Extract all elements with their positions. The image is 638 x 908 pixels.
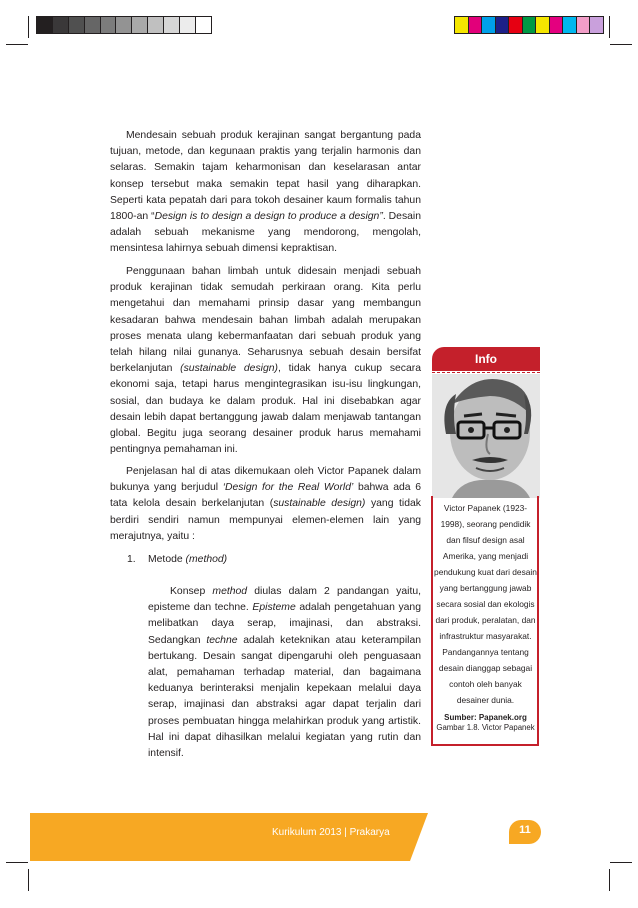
crop-mark <box>6 862 28 863</box>
gray-swatch <box>196 17 211 33</box>
list-body-2-italic: Episteme <box>252 602 296 614</box>
paragraph-2-text-b: , tidak hanya cukup secara ekonomi saja, tetapi harus mengintegrasikan isu-isu lingkungan, sosial, dan budaya ke dalam produk. Hal ini disebabkan agar desain lebih dapat bertanggung jawab dalam menjawab tantangan global. Begitu juga seorang desainer produk harus memahami pentingnya pemahaman ini. <box>110 363 422 456</box>
gray-swatch <box>164 17 180 33</box>
list-body-3-italic: techne <box>206 634 238 646</box>
gray-swatch <box>101 17 117 33</box>
gray-swatch <box>116 17 132 33</box>
paragraph-2 <box>110 264 421 458</box>
page-number: 11 <box>519 824 531 836</box>
list-body-3: adalah pengetahuan yang melibatkan daya serap, imajinasi, dan abstraksi. Sedangkan <box>148 602 421 646</box>
paragraph-3 <box>110 464 421 545</box>
list-title-italic: (method) <box>185 554 228 565</box>
crop-mark <box>610 44 632 45</box>
gray-swatch <box>180 17 196 33</box>
gray-swatch <box>148 17 164 33</box>
color-swatch <box>482 17 496 33</box>
color-swatch <box>577 17 591 33</box>
paragraph-1 <box>110 128 421 258</box>
gray-swatch <box>85 17 101 33</box>
color-swatch <box>523 17 537 33</box>
crop-mark <box>609 16 610 38</box>
crop-mark <box>6 44 28 45</box>
info-description: Victor Papanek (1923-1998), seorang pendidik dan filsuf design asal Amerika, yang menjadi pendukung kuat dari desain yang bertanggung jawab secara sosial dan ekologis dari produk, peralatan, dan infrastruktur masyarakat. Pandangannya tentang desain dianggap sebagai contoh oleh banyak desainer dunia. <box>434 503 537 705</box>
color-calibration-bar <box>454 16 604 34</box>
book-title: ‘Design for the Real World’ <box>222 482 354 494</box>
paragraph-3-text-a: Penjelasan hal di atas dikemukaan oleh Victor Papanek dalam bukunya yang berjudul <box>110 466 421 494</box>
list-title-text: Metode <box>148 554 186 565</box>
color-swatch <box>496 17 510 33</box>
footer-label: Kurikulum 2013 | Prakarya <box>272 827 390 838</box>
paragraph-1-text: Mendesain sebuah produk kerajinan sangat bergantung pada tujuan, metode, dan kegunaan praktis yang terjalin harmonis dan selaras. Semakin tajam keharmonisan dan keselarasan antar konsep tersebut maka semakin tepat hasil yang diharapkan. Seperti kata pepatah dari para tokoh desainer kaum formalis tahun 1800-an “ <box>110 130 421 223</box>
list-body-1: Konsep <box>170 586 213 597</box>
color-swatch <box>590 17 603 33</box>
list-number: 1. <box>127 554 136 565</box>
color-swatch <box>469 17 483 33</box>
crop-mark <box>28 869 29 891</box>
paragraph-2-text-a: Penggunaan bahan limbah untuk didesain menjadi sebuah produk kerajinan tidak semudah perkiraan orang. Kita perlu mengetahui dan memahami prinsip dasar yang membangun kesadaran bahwa mendesain bahan limbah adalah merupakan proses menata ulang kebermanfaatan dari sebuah produk yang telah hilang nilai gunanya. Seharusnya sebuah desain bersifat berkelanjutan <box>110 266 421 375</box>
gray-swatch <box>53 17 69 33</box>
gray-swatch <box>37 17 53 33</box>
portrait-illustration <box>432 374 540 498</box>
color-swatch <box>563 17 577 33</box>
grayscale-calibration-bar <box>36 16 212 34</box>
paragraph-1-end: . Desain adalah sebuah mekanisme yang mendorong, mengolah, mensintesa lahirnya sebuah dimensi kepraktisan. <box>110 211 422 255</box>
list-title <box>148 554 227 565</box>
list-item-body <box>148 584 421 762</box>
paragraph-3-text-c: yang tidak berdiri sendiri namun mempunyai elemen-elemen lain yang merajutnya, yaitu : <box>110 498 421 542</box>
color-swatch <box>455 17 469 33</box>
figure-caption: Gambar 1.8. Victor Papanek <box>436 723 535 732</box>
color-swatch <box>536 17 550 33</box>
color-swatch <box>550 17 564 33</box>
paragraph-3-italic: sustainable design) <box>273 498 366 510</box>
paragraph-2-italic: (sustainable design) <box>180 363 278 375</box>
list-body-2: diulas dalam 2 pandangan yaitu, episteme dan techne. <box>148 586 421 614</box>
victor-papanek-photo <box>432 374 540 498</box>
crop-mark <box>28 16 29 38</box>
gray-swatch <box>132 17 148 33</box>
gray-swatch <box>69 17 85 33</box>
info-header: Info <box>432 347 540 371</box>
crop-mark <box>610 862 632 863</box>
paragraph-1-quote: Design is to design a design to produce a design” <box>154 211 383 223</box>
crop-mark <box>609 869 610 891</box>
paragraph-3-text-b: bahwa ada 6 tata kelola desain berkelanjutan ( <box>110 482 421 510</box>
list-body-1-italic: method <box>212 586 248 597</box>
list-body-4: adalah keteknikan atau keterampilan bertukang. Desain sangat dipengaruhi oleh penguasaan alat, pemahaman terhadap material, dan bagaimana keduanya berinteraksi menjalin kepekaan melalui daya serap, imajinasi dan abstraksi agar dapat terjalin dari proses pembuatan hingga melahirkan produk yang artistik. Hal ini dapat dihasilkan melalui kegiatan yang rutin dan intensif. <box>148 634 422 760</box>
info-source: Sumber: Papanek.org <box>444 713 527 722</box>
color-swatch <box>509 17 523 33</box>
